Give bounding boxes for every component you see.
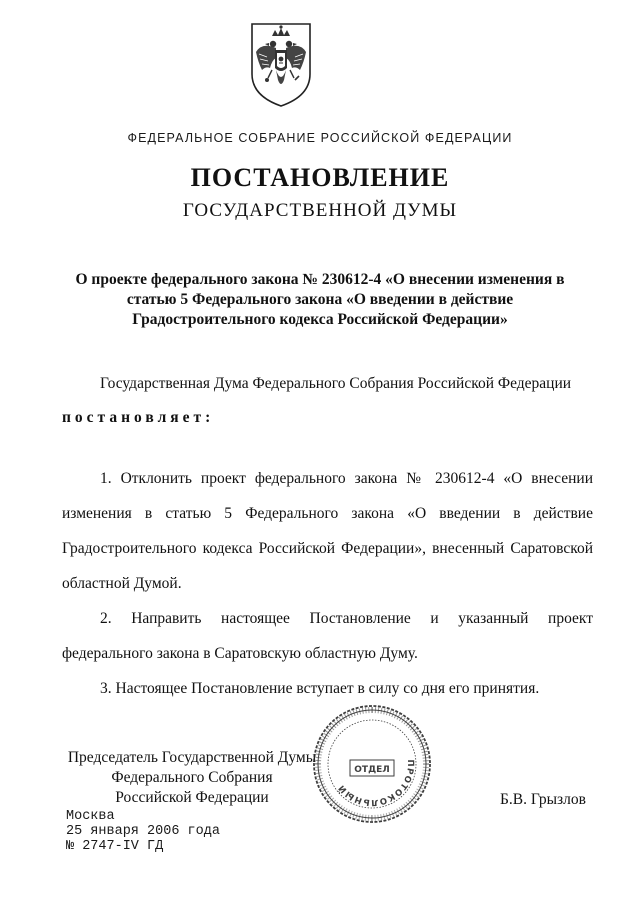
signatory-title-line: Российской Федерации: [115, 789, 269, 806]
item-1-line: 1. Отклонить проект федерального закона № 230612-4 «О внесении: [100, 470, 593, 487]
signatory-name: Б.В. Грызлов: [500, 791, 586, 808]
item-1-line: Градостроительного кодекса Российской Федерации», внесенный Саратовской: [62, 540, 593, 557]
organization-name: ФЕДЕРАЛЬНОЕ СОБРАНИЕ РОССИЙСКОЙ ФЕДЕРАЦИИ: [127, 131, 513, 145]
subject-line: О проекте федерального закона № 230612-4 «О внесении изменения в: [75, 271, 565, 288]
item-1-line: областной Думой.: [62, 575, 182, 592]
signatory-title-line: Председатель Государственной Думы: [67, 749, 317, 766]
footer-city: Москва: [66, 809, 115, 824]
signatory-title-line: Федерального Собрания: [111, 769, 273, 786]
item-3-line: 3. Настоящее Постановление вступает в силу со дня его принятия.: [100, 680, 540, 697]
document-issuer: ГОСУДАРСТВЕННОЙ ДУМЫ: [182, 200, 458, 221]
footer-number: № 2747-IV ГД: [66, 839, 164, 854]
stamp-center-text: ОТДЕЛ: [354, 765, 390, 775]
item-1-line: изменения в статью 5 Федерального закона «О введении в действие: [62, 505, 593, 522]
item-2-line: 2. Направить настоящее Постановление и указанный проект: [100, 610, 593, 627]
document-subject: [60, 270, 580, 330]
signatory-title: [62, 748, 322, 808]
preamble: Государственная Дума Федерального Собрания Российской Федерации: [100, 375, 572, 392]
subject-line: Градостроительного кодекса Российской Федерации»: [132, 311, 508, 328]
item-2-line: федерального закона в Саратовскую областную Думу.: [62, 645, 418, 662]
document-type: ПОСТАНОВЛЕНИЕ: [190, 163, 450, 192]
document-footer: [66, 809, 220, 854]
footer-date: 25 января 2006 года: [66, 824, 220, 839]
official-stamp: [310, 702, 434, 826]
russian-coat-of-arms-icon: [248, 18, 314, 108]
stamp-ring-text: ПРОТОКОЛЬНЫЙ: [336, 759, 416, 808]
subject-line: статью 5 Федерального закона «О введении в действие: [126, 291, 514, 308]
decree-word: постановляет:: [62, 409, 215, 426]
